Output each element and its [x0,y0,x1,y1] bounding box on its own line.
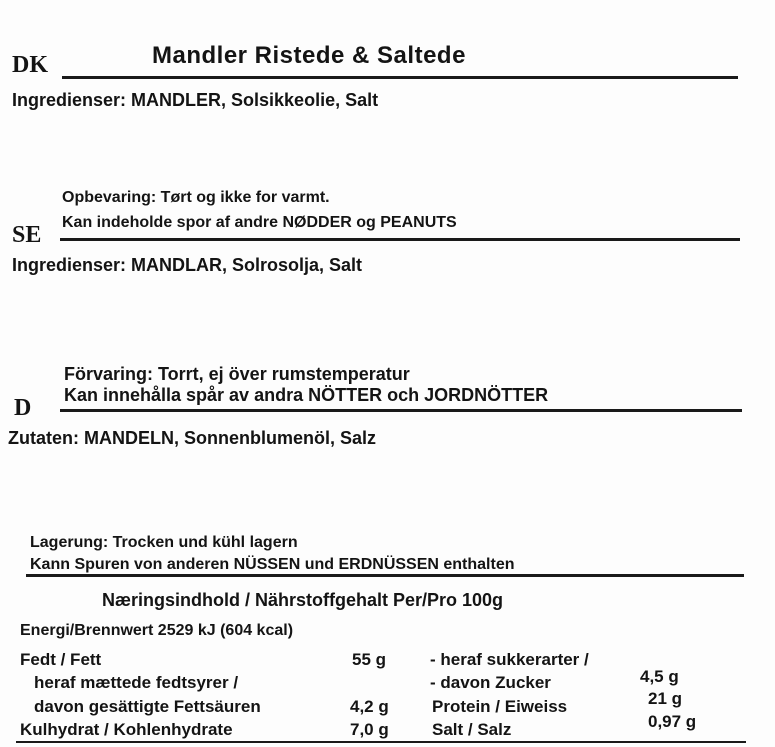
nutrition-carb-value: 7,0 g [350,720,389,739]
nutrition-satfat-value: 4,2 g [350,697,389,716]
dk-storage: Opbevaring: Tørt og ikke for varmt. [62,189,330,206]
nutrition-energy: Energi/Brennwert 2529 kJ (604 kcal) [20,622,294,639]
nutrition-sugar-value: 4,5 g [640,667,679,686]
divider-bottom [16,741,746,743]
lang-code-dk: DK [12,52,48,78]
nutrition-salt-label: Salt / Salz [432,720,512,739]
product-title: Mandler Ristede & Saltede [152,42,466,69]
de-allergen: Kann Spuren von anderen NÜSSEN und ERDNÜSSEN enthalten [30,556,515,573]
nutrition-sugar-label: - heraf sukkerarter / [430,650,589,669]
nutrition-satfat-label: heraf mættede fedtsyrer / [34,673,239,692]
de-storage: Lagerung: Trocken und kühl lagern [30,534,298,551]
nutrition-fat-label: Fedt / Fett [20,650,102,669]
nutrition-fat-value: 55 g [352,650,387,669]
divider-nutrition [26,574,744,577]
nutrition-heading: Næringsindhold / Nährstoffgehalt Per/Pro 100g [102,590,504,610]
dk-ingredients: Ingredienser: MANDLER, Solsikkeolie, Salt [12,90,379,110]
nutrition-salt-value: 0,97 g [648,712,697,731]
nutrition-protein-label: Protein / Eiweiss [432,697,568,716]
divider-dk [62,76,738,79]
nutrition-sugar-label-de: - davon Zucker [430,673,551,692]
se-storage: Förvaring: Torrt, ej över rumstemperatur [64,364,410,384]
dk-allergen: Kan indeholde spor af andre NØDDER og PEANUTS [62,214,457,231]
nutrition-satfat-label-de: davon gesättigte Fettsäuren [34,697,261,716]
se-allergen: Kan innehålla spår av andra NÖTTER och JORDNÖTTER [64,385,549,405]
se-ingredients: Ingredienser: MANDLAR, Solrosolja, Salt [12,255,363,275]
lang-code-se: SE [12,222,42,248]
nutrition-protein-value: 21 g [648,689,683,708]
lang-code-de: D [14,395,32,421]
divider-se [60,238,740,241]
nutrition-carb-label: Kulhydrat / Kohlenhydrate [20,720,233,739]
de-ingredients: Zutaten: MANDELN, Sonnenblumenöl, Salz [8,428,376,448]
divider-de [60,409,742,412]
